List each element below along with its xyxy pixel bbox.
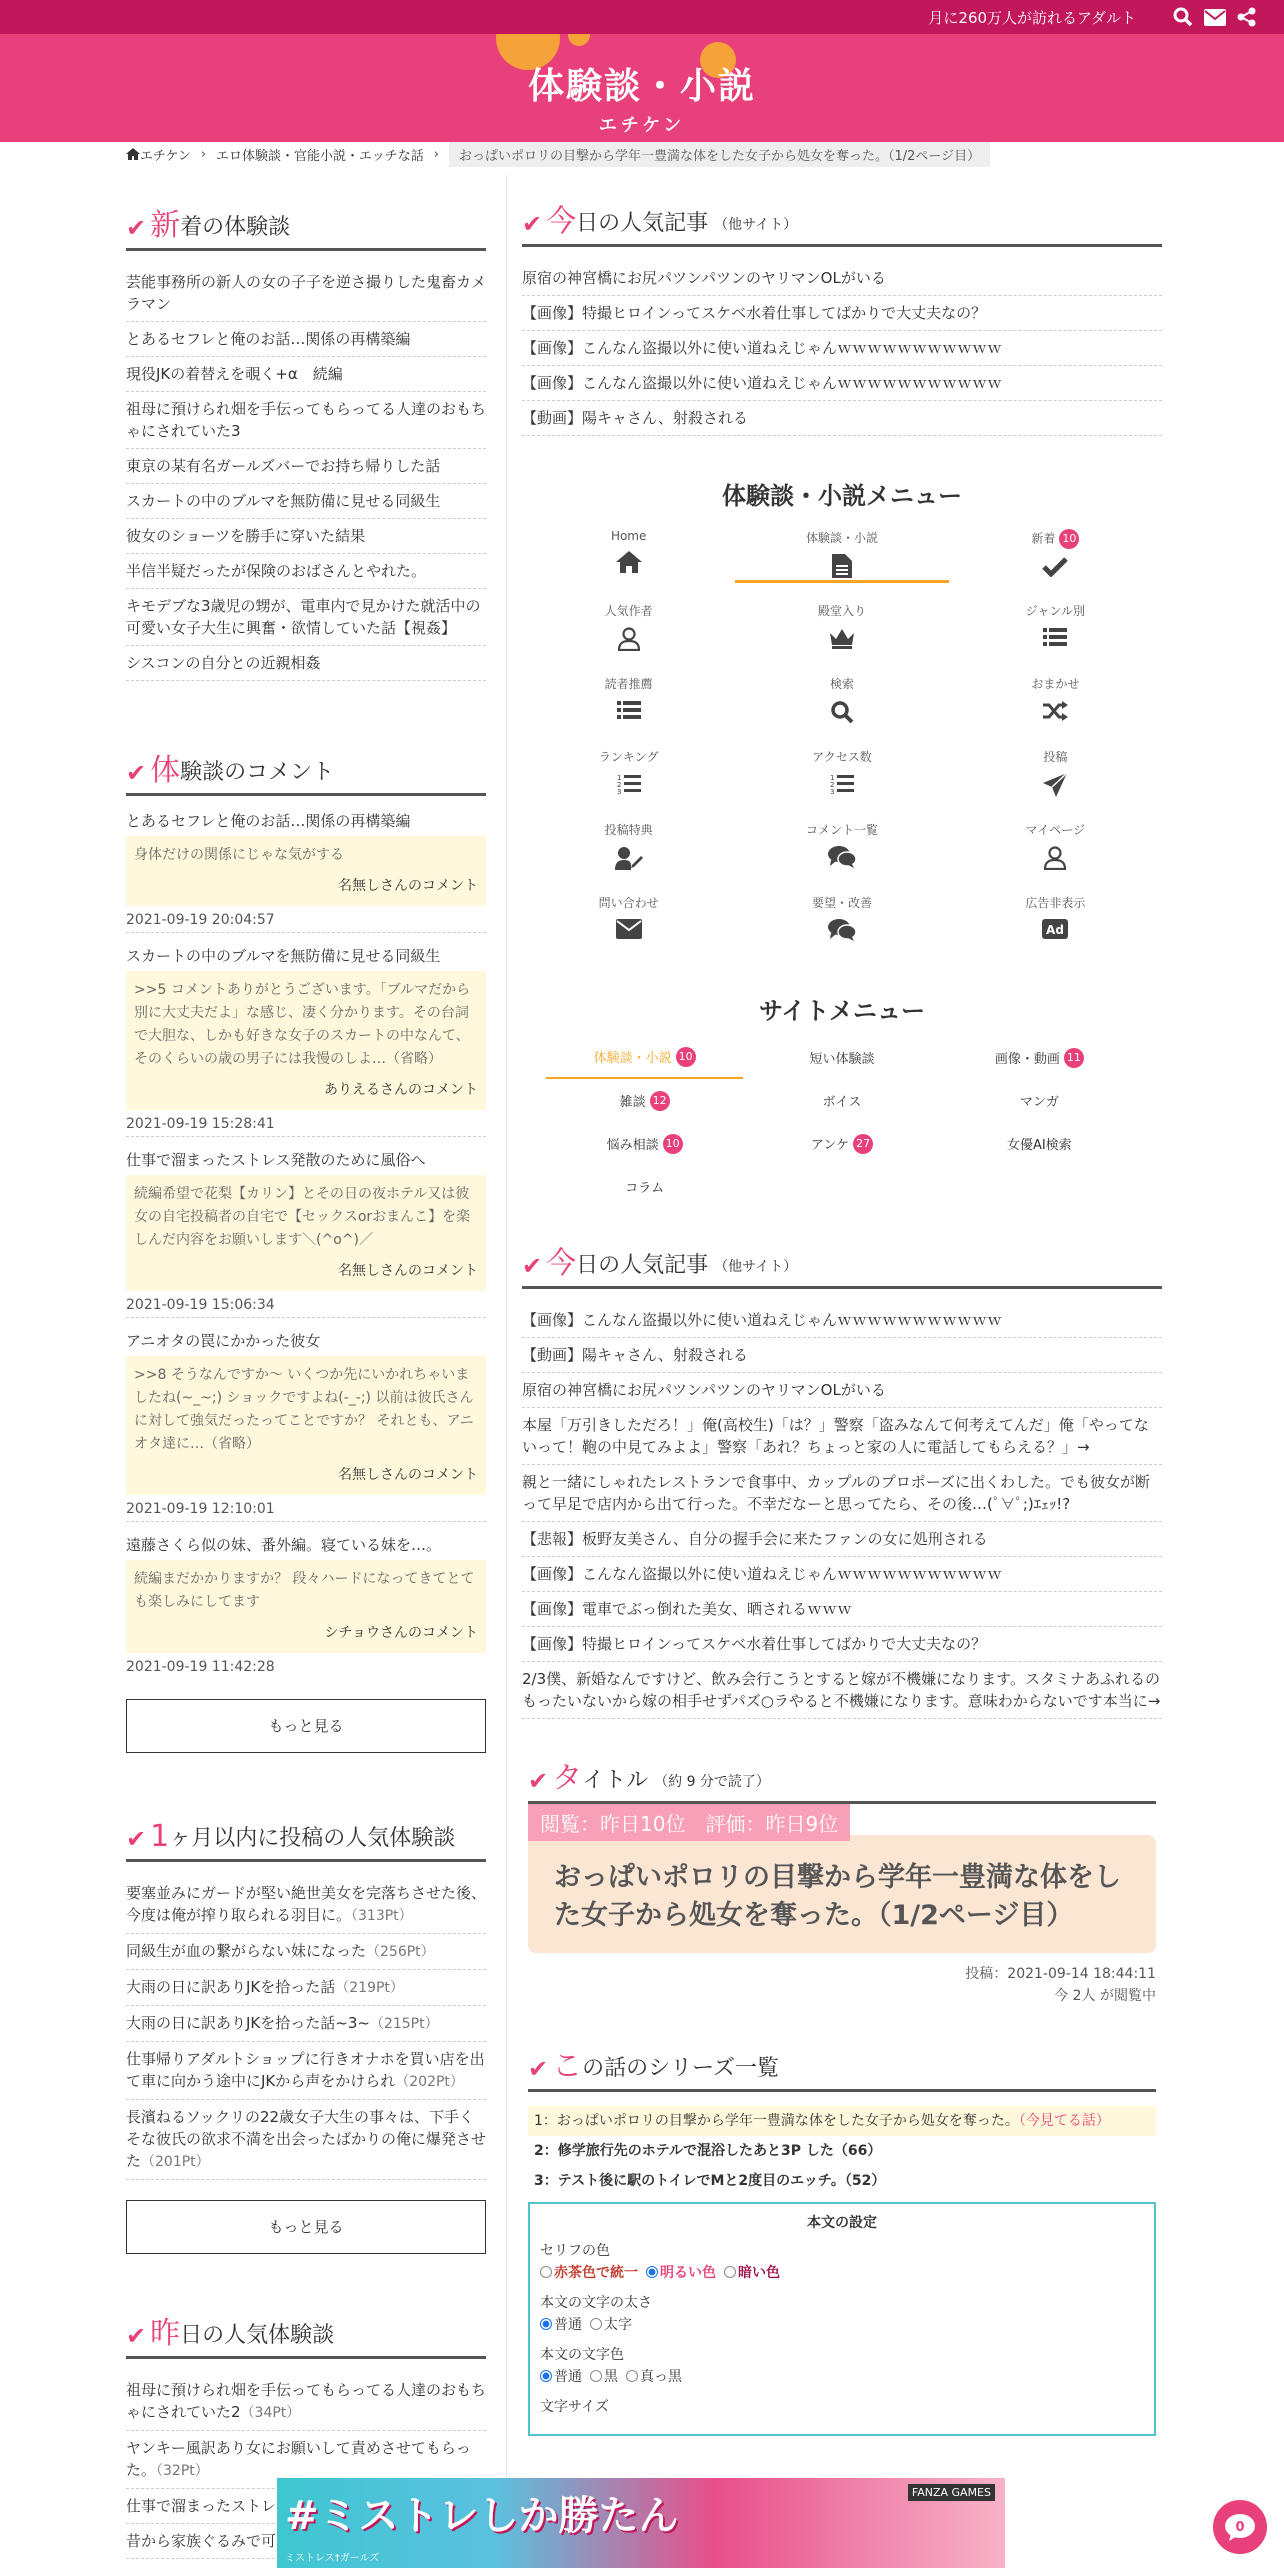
count-badge: 10 <box>676 1047 696 1067</box>
site-menu-title: サイトメニュー <box>758 997 926 1025</box>
comment-author: 名無しさんのコメント <box>338 878 478 894</box>
series-item-current: 1：おっぱいポロリの目撃から学年一豊満な体をした女子から処女を奪った。（今見てる話） <box>528 2106 1156 2136</box>
series-heading: ✔ こ の話のシリーズ一覧 <box>528 2051 1156 2092</box>
color-option[interactable]: 真っ黒 <box>626 2366 682 2386</box>
check-icon: ✔ <box>528 2055 549 2083</box>
list-item[interactable]: 【画像】電車でぶっ倒れた美女、晒されるｗｗｗ <box>522 1592 1162 1627</box>
reading-settings <box>528 2202 1156 2436</box>
ad-banner-subtext: ミストレス†ガールズ <box>285 2553 380 2564</box>
monthly-more-button[interactable]: もっと見る <box>126 2200 486 2254</box>
comment-box[interactable] <box>126 971 486 1110</box>
list-item[interactable]: 【画像】こんなん盗撮以外に使い道ねえじゃんｗｗｗｗｗｗｗｗｗｗｗ <box>522 1557 1162 1592</box>
left-sidebar <box>126 210 486 2559</box>
radio-button[interactable] <box>724 2266 736 2278</box>
count-badge: 10 <box>1059 529 1079 549</box>
menu-item-search[interactable]: 検索 <box>735 669 948 742</box>
settings-title: 本文の設定 <box>807 2215 877 2231</box>
ad-icon <box>949 919 1162 945</box>
popular-articles-heading-2: ✔ 今 日の人気記事 （他サイト） <box>522 1248 1162 1289</box>
comments-icon <box>735 919 948 945</box>
list-item[interactable]: 半信半疑だったが保険のおばさんとやれた。 <box>126 554 486 589</box>
list-item[interactable]: 要塞並みにガードが堅い絶世美女を完落ちさせた後、今度は俺が搾り取られる羽目に。（313Pt） <box>126 1876 486 1934</box>
list-item[interactable]: 【画像】こんなん盗撮以外に使い道ねえじゃんｗｗｗｗｗｗｗｗｗｗｗ <box>522 1303 1162 1338</box>
list-item[interactable]: 大雨の日に訳ありJKを拾った話（219Pt） <box>126 1970 486 2006</box>
list-item[interactable]: 【動画】陽キャさん、射殺される <box>522 401 1162 436</box>
search-icon[interactable] <box>1170 6 1196 28</box>
site-menu-item[interactable]: 画像・動画 11 <box>941 1036 1138 1079</box>
crown-icon <box>735 627 948 653</box>
site-menu-item[interactable]: ボイス <box>822 1095 862 1110</box>
svg-text:3: 3 <box>829 788 835 795</box>
user-icon <box>522 627 735 653</box>
comment-author: ありえるさんのコメント <box>324 1082 478 1098</box>
chevron-right-icon: › <box>433 146 439 162</box>
check-icon <box>949 557 1162 583</box>
top-bar <box>0 0 1284 34</box>
send-icon <box>949 773 1162 799</box>
menu-item-access-count[interactable]: アクセス数 1 2 3 <box>735 742 948 815</box>
menu-item-random[interactable]: おまかせ <box>949 669 1162 742</box>
comment-date: 2021-09-19 15:28:41 <box>126 1116 486 1137</box>
comment-author: 名無しさんのコメント <box>338 1467 478 1483</box>
radio-button[interactable] <box>626 2370 638 2382</box>
count-badge: 27 <box>853 1134 873 1154</box>
list-item[interactable]: 原宿の神宮橋にお尻パツンパツンのヤリマンOLがいる <box>522 261 1162 296</box>
ad-banner-text: #ミストレしか勝たん <box>285 2493 679 2539</box>
shuffle-icon <box>949 700 1162 726</box>
serif-color-setting: セリフの色 赤茶色で統一 明るい色 暗い色 <box>540 2243 780 2281</box>
menu-item-post[interactable]: 投稿 <box>949 742 1162 815</box>
comment-text: 身体だけの関係にじゃな気がする <box>134 847 344 863</box>
chat-button[interactable] <box>1213 2500 1267 2554</box>
comment-text: 続編希望で花梨【カリン】とその日の夜ホテル又は彼女の自宅投稿者の自宅で【セックスorおまんこ】を楽しんだ内容をお願いします＼(^o^)／ <box>134 1186 471 1248</box>
menu-item-comment-list[interactable]: コメント一覧 <box>735 815 948 888</box>
site-subtitle: エチケン <box>598 115 686 136</box>
comment-box[interactable] <box>126 836 486 906</box>
list-item[interactable]: 本屋「万引きしただろ！」俺(高校生)「は？」警察「盗みなんて何考えてんだ」俺「やってないって！鞄の中見てみよよ」警察「あれ？ちょっと家の人に電話してもらえる？」→ <box>522 1408 1162 1465</box>
count-badge: 11 <box>1064 1048 1084 1068</box>
list-item[interactable]: 芸能事務所の新人の女の子子を逆さ撮りした鬼畜カメラマン <box>126 265 486 322</box>
site-menu-item[interactable]: 体験談・小説 10 <box>546 1036 743 1079</box>
check-icon: ✔ <box>126 1825 147 1853</box>
radio-button[interactable] <box>540 2266 552 2278</box>
comment-story-link[interactable]: 仕事で溜まったストレス発散のために風俗へ <box>126 1151 426 1169</box>
breadcrumb-category[interactable]: エロ体験談・官能小説・エッチな話 <box>216 148 424 164</box>
font-color-setting: 本文の文字色 普通 黒 真っ黒 <box>540 2347 682 2385</box>
site-tagline: 月に260万人が訪れるアダルト <box>928 8 1136 27</box>
breadcrumb-home[interactable]: エチケン <box>126 145 191 164</box>
comment-date: 2021-09-19 11:42:28 <box>126 1659 275 1675</box>
comments-heading: ✔ 体 験談のコメント <box>126 755 486 796</box>
series-item[interactable]: 2：修学旅行先のホテルで混浴したあと3P した（66） <box>534 2143 882 2159</box>
site-menu-item[interactable]: 短い体験談 <box>809 1052 875 1067</box>
list-item[interactable]: とあるセフレと俺のお話…関係の再構築編 <box>126 322 486 357</box>
list-item[interactable]: 【画像】こんなん盗撮以外に使い道ねえじゃんｗｗｗｗｗｗｗｗｗｗｗ <box>522 331 1162 366</box>
home-icon <box>126 148 140 160</box>
comment-box[interactable] <box>126 1175 486 1291</box>
popular-articles-heading: ✔ 今 日の人気記事 （他サイト） <box>522 206 1162 247</box>
menu-item-my-page[interactable]: マイページ <box>949 815 1162 888</box>
new-stories-list <box>126 265 486 681</box>
list-item[interactable]: 【動画】陽キャさん、射殺される <box>522 1338 1162 1373</box>
ad-banner-logo: FANZA GAMES <box>908 2484 995 2501</box>
comment-author: 名無しさんのコメント <box>338 1263 478 1279</box>
popular-articles-list-2 <box>522 1303 1162 1719</box>
site-menu-item[interactable]: 悩み相談 10 <box>546 1122 743 1165</box>
new-stories-heading: ✔ 新 着の体験談 <box>126 210 486 251</box>
weight-option[interactable]: 太字 <box>590 2314 632 2334</box>
count-badge: 10 <box>663 1134 683 1154</box>
site-menu <box>546 1036 1138 1208</box>
site-menu-item[interactable]: アンケ 27 <box>743 1122 940 1165</box>
home-icon <box>522 551 735 577</box>
list-item[interactable]: 同級生が血の繋がらない妹になった（256Pt） <box>126 1934 486 1970</box>
comment-story-link[interactable]: アニオタの罠にかかった彼女 <box>126 1332 321 1350</box>
list-item[interactable]: 親と一緒にしゃれたレストランで食事中、カップルのプロポーズに出くわした。でも彼女が断って早足で店内から出て行った。不幸だなーと思ってたら、その後…(ﾟ∀ﾟ;)ｴｪｯ!? <box>522 1465 1162 1522</box>
comment-story-link[interactable]: とあるセフレと俺のお話…関係の再構築編 <box>126 812 411 830</box>
chevron-right-icon: › <box>200 146 207 162</box>
menu-item-post-bonus[interactable]: 投稿特典 <box>522 815 735 888</box>
menu-item-stories[interactable]: 体験談・小説 <box>735 523 948 583</box>
comment-text: >>5 コメントありがとうございます。「ブルマだから別に大丈夫だよ」な感じ、凄く分かります。その台詞で大胆な、しかも好きな女子のスカートの中なんて、そのくらいの歳の男子には我慢のしよ…（省略） <box>134 982 471 1067</box>
column-divider <box>506 175 507 2568</box>
ad-banner[interactable] <box>277 2478 1005 2568</box>
color-option[interactable]: 黒 <box>590 2366 618 2386</box>
list-item[interactable]: キモデブな3歳児の甥が、電車内で見かけた就活中の可愛い女子大生に興奮・欲情していた話【視姦】 <box>126 589 486 646</box>
popular-articles-list <box>522 261 1162 436</box>
check-icon: ✔ <box>522 1252 543 1280</box>
menu-item-reader-recommend[interactable]: 読者推薦 <box>522 669 735 742</box>
list-item[interactable]: 【画像】特撮ヒロインってスケベ水着仕事してばかりで大丈夫なの？ <box>522 1627 1162 1662</box>
menu-item-ranking[interactable]: ランキング 1 2 3 <box>522 742 735 815</box>
color-option[interactable]: 普通 <box>540 2366 582 2386</box>
list-item[interactable]: 【画像】こんなん盗撮以外に使い道ねえじゃんｗｗｗｗｗｗｗｗｗｗｗ <box>522 366 1162 401</box>
breadcrumb <box>126 143 990 165</box>
list-item[interactable]: ヤンキー風訳あり女にお願いして責めさせてもらった。（32Pt） <box>126 2431 486 2489</box>
menu-item-new[interactable]: 新着 10 <box>949 523 1162 596</box>
svg-text:2: 2 <box>616 781 622 789</box>
search-icon <box>735 700 948 726</box>
count-badge: 12 <box>650 1091 670 1111</box>
radio-button[interactable] <box>540 2318 552 2330</box>
check-icon: ✔ <box>126 214 147 242</box>
envelope-icon <box>522 919 735 945</box>
monthly-popular-list <box>126 1876 486 2180</box>
font-weight-setting: 本文の文字の太さ 普通 太字 <box>540 2295 652 2333</box>
story-menu <box>522 523 1162 961</box>
menu-item-popular-authors[interactable]: 人気作者 <box>522 596 735 669</box>
site-menu-item[interactable]: 女優AI検索 <box>1006 1138 1072 1153</box>
story-menu-title: 体験談・小説メニュー <box>722 482 962 510</box>
comment-box[interactable] <box>126 1356 486 1495</box>
serif-color-option[interactable]: 暗い色 <box>724 2262 780 2282</box>
svg-text:1: 1 <box>616 774 622 782</box>
serif-color-option[interactable]: 赤茶色で統一 <box>540 2262 638 2282</box>
post-date: 投稿：2021-09-14 18:44:11 <box>965 1966 1156 1982</box>
yesterday-popular-heading: ✔ 昨 日の人気体験談 <box>126 2318 486 2359</box>
comment-date: 2021-09-19 20:04:57 <box>126 912 486 933</box>
list-icon <box>522 700 735 726</box>
list-item[interactable]: 仕事帰りアダルトショップに行きオナホを買い店を出て車に向かう途中にJKから声をかけられ（202Pt） <box>126 2042 486 2100</box>
list-item[interactable]: 昔から家族ぐるみで可 <box>126 2524 486 2559</box>
story-title-heading: ✔ タ イトル （約 9 分で読了） <box>528 1763 1156 1804</box>
user-icon <box>949 846 1162 872</box>
story-title: おっぱいポロリの目撃から学年一豊満な体をした女子から処女を奪った。（1/2ページ目） <box>528 1835 1156 1953</box>
series-list <box>528 2106 1156 2436</box>
menu-item-feedback[interactable]: 要望・改善 <box>735 888 948 961</box>
check-icon: ✔ <box>522 210 543 238</box>
rank-ribbon: 閲覧：昨日10位 評価：昨日9位 <box>528 1804 850 1841</box>
list-item[interactable]: 原宿の神宮橋にお尻パツンパツンのヤリマンOLがいる <box>522 1373 1162 1408</box>
ranking-icon <box>522 773 735 799</box>
breadcrumb-current: おっぱいポロリの目撃から学年一豊満な体をした女子から処女を奪った。（1/2ページ目） <box>449 142 990 167</box>
list-item[interactable]: 2/3僕、新婚なんですけど、飲み会行こうとすると嫁が不機嫌になります。スタミナあふれるのもったいないから嫁の相手せずパズ○ラやると不機嫌になります。意味わからないです本当に→ <box>522 1662 1162 1719</box>
series-item[interactable]: 3：テスト後に駅のトイレでMと2度目のエッチ。（52） <box>534 2173 886 2189</box>
menu-item-genre[interactable]: ジャンル別 <box>949 596 1162 669</box>
list-icon <box>949 627 1162 653</box>
site-header[interactable] <box>0 34 1284 142</box>
weight-option[interactable]: 普通 <box>540 2314 582 2334</box>
chat-count: 0 <box>1235 2519 1245 2535</box>
font-size-setting: 文字サイズ <box>540 2399 609 2415</box>
comment-box[interactable] <box>126 1560 486 1653</box>
list-item[interactable]: 大雨の日に訳ありJKを拾った話~3~（215Pt） <box>126 2006 486 2042</box>
ranking-icon <box>735 773 948 799</box>
comments-more-button[interactable]: もっと見る <box>126 1699 486 1753</box>
site-menu-item[interactable]: 雑談 12 <box>546 1079 743 1122</box>
svg-text:2: 2 <box>829 781 835 789</box>
comment-story-link[interactable]: 遠藤さくら似の妹、番外編。寝ている妹を…。 <box>126 1536 442 1554</box>
menu-item-hall-of-fame[interactable]: 殿堂入り <box>735 596 948 669</box>
list-item[interactable]: 仕事で溜まったストレ <box>126 2489 486 2524</box>
list-item[interactable]: 祖母に預けられ畑を手伝ってもらってる人達のおもちゃにされていた3 <box>126 392 486 449</box>
site-menu-item[interactable]: マンガ <box>1019 1095 1059 1110</box>
comment-date: 2021-09-19 15:06:34 <box>126 1297 486 1318</box>
main-content <box>522 206 1162 2436</box>
monthly-popular-heading: ✔ 1 ヶ月以内に投稿の人気体験談 <box>126 1821 486 1862</box>
list-item[interactable]: 彼女のショーツを勝手に穿いた結果 <box>126 519 486 554</box>
svg-text:3: 3 <box>616 788 622 795</box>
check-icon: ✔ <box>528 1767 549 1795</box>
list-item[interactable]: 東京の某有名ガールズバーでお持ち帰りした話 <box>126 449 486 484</box>
comment-text: 続編まだかかりますか？ 段々ハードになってきてとても楽しみにしてます <box>134 1571 475 1610</box>
list-item[interactable]: 長濱ねるソックリの22歳女子大生の事々は、下手くそな彼氏の欲求不満を出会ったばかりの俺に爆発させた（201Pt） <box>126 2100 486 2180</box>
comments-list <box>126 810 486 1679</box>
radio-button[interactable] <box>590 2318 602 2330</box>
document-icon <box>735 554 948 580</box>
menu-item-contact[interactable]: 問い合わせ <box>522 888 735 961</box>
envelope-icon[interactable] <box>1202 6 1228 28</box>
site-title[interactable]: 体験談・小説 <box>527 66 756 107</box>
list-item[interactable]: 【画像】特撮ヒロインってスケベ水着仕事してばかりで大丈夫なの？ <box>522 296 1162 331</box>
list-item[interactable]: 【悲報】板野友美さん、自分の握手会に来たファンの女に処刑される <box>522 1522 1162 1557</box>
radio-button[interactable] <box>646 2266 658 2278</box>
user-edit-icon <box>522 846 735 872</box>
comment-date: 2021-09-19 12:10:01 <box>126 1501 486 1522</box>
serif-color-option[interactable]: 明るい色 <box>646 2262 716 2282</box>
check-icon: ✔ <box>126 2322 147 2350</box>
list-item[interactable]: 現役JKの着替えを覗く+α 続編 <box>126 357 486 392</box>
radio-button[interactable] <box>590 2370 602 2382</box>
comment-author: シチョウさんのコメント <box>324 1625 478 1641</box>
check-icon: ✔ <box>126 759 147 787</box>
share-icon[interactable] <box>1234 6 1260 28</box>
list-item[interactable]: シスコンの自分との近親相姦 <box>126 646 486 681</box>
list-item[interactable]: 祖母に預けられ畑を手伝ってもらってる人達のおもちゃにされていた2（34Pt） <box>126 2373 486 2431</box>
comment-text: >>8 そうなんですか〜 いくつか先にいかれちゃいましたね(~_~;) ショックですよね(-_-;) 以前は彼氏さんに対して強気だったってことですか？ それとも、アニオタ達に…（省略） <box>134 1367 474 1452</box>
menu-item-hide-ads[interactable]: 広告非表示 Ad <box>949 888 1162 961</box>
menu-item-home[interactable]: Home <box>522 523 735 596</box>
list-item[interactable]: スカートの中のブルマを無防備に見せる同級生 <box>126 484 486 519</box>
comment-story-link[interactable]: スカートの中のブルマを無防備に見せる同級生 <box>126 947 441 965</box>
comments-icon <box>735 846 948 872</box>
svg-text:1: 1 <box>829 774 835 782</box>
story-header <box>528 1804 1156 2007</box>
viewer-count: 今 2人 が閲覧中 <box>1054 1988 1156 2004</box>
radio-button[interactable] <box>540 2370 552 2382</box>
svg-text:Ad: Ad <box>1046 923 1065 937</box>
site-menu-item[interactable]: コラム <box>625 1181 665 1196</box>
